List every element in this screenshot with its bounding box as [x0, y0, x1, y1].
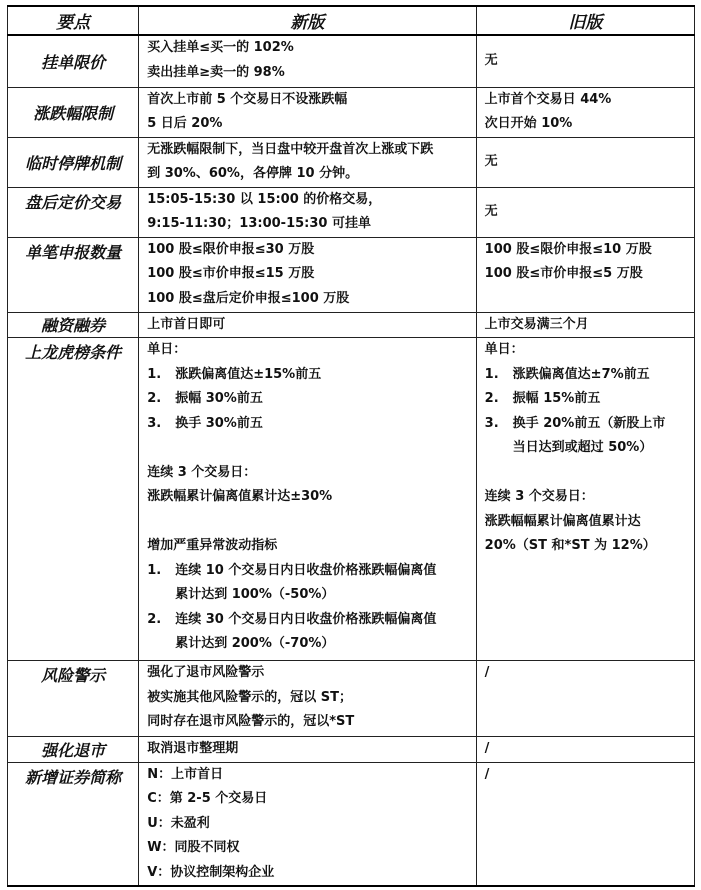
- row-key: 强化退市: [8, 737, 139, 763]
- cell-line: 20%（ST 和*ST 为 12%）: [484, 538, 656, 553]
- cell-line: 100 股≤市价申报≤5 万股: [484, 266, 643, 281]
- cell-line: U：未盈利: [147, 815, 210, 831]
- cell-line: 强化了退市风险警示: [147, 665, 265, 680]
- table-row: [8, 87, 695, 137]
- new-cell: [139, 661, 476, 737]
- cell-line: C：第 2-5 个交易日: [147, 791, 268, 806]
- item-number: 3.: [147, 415, 162, 431]
- row-key: 挂单限价: [8, 35, 139, 87]
- item-text: 当日达到或超过 50%）: [512, 440, 653, 455]
- cell-line: 增加严重异常波动指标: [147, 538, 278, 553]
- new-cell: [139, 87, 476, 137]
- header-key: 要点: [8, 6, 139, 35]
- cell-line: 100 股≤盘后定价申报≤100 万股: [147, 290, 350, 306]
- old-cell: /: [476, 661, 694, 737]
- table-row: [8, 187, 695, 237]
- cell-line: 5 日后 20%: [147, 116, 223, 131]
- cell-line: W：同股不同权: [147, 840, 240, 855]
- item-text: 累计达到 200%（-70%）: [175, 636, 335, 651]
- table-row: [8, 312, 695, 338]
- cell-line: 100 股≤限价申报≤10 万股: [484, 241, 652, 257]
- item-number: 1.: [147, 366, 162, 382]
- item-number: 2.: [147, 611, 162, 627]
- old-cell: 无: [476, 187, 694, 237]
- item-text: 累计达到 100%（-50%）: [175, 587, 335, 602]
- cell-line: 100 股≤限价申报≤30 万股: [147, 241, 315, 257]
- item-text: 涨跌偏离值达±7%前五: [512, 366, 650, 382]
- old-cell: /: [476, 762, 694, 886]
- row-key: 上龙虎榜条件: [8, 338, 139, 661]
- cell-line: 上市首个交易日 44%: [484, 91, 612, 107]
- cell-line: 被实施其他风险警示的，冠以 ST；: [147, 689, 352, 705]
- item-text: 涨跌偏离值达±15%前五: [175, 366, 322, 382]
- table-row: [8, 237, 695, 312]
- item-text: 换手 20%前五（新股上市: [512, 415, 666, 431]
- item-text: 换手 30%前五: [175, 415, 263, 431]
- cell-line: 涨跌幅幅累计偏离值累计达: [484, 513, 641, 529]
- cell-line: 到 30%、60%，各停牌 10 分钟。: [147, 166, 359, 181]
- list-item: [147, 412, 469, 437]
- item-number: 2.: [484, 391, 499, 406]
- list-item: [147, 363, 469, 388]
- cell-line: 涨跌幅累计偏离值累计达±30%: [147, 489, 333, 504]
- cell-line: N：上市首日: [147, 766, 224, 782]
- list-item: [485, 412, 688, 437]
- list-item: [147, 559, 469, 584]
- old-cell: 无: [476, 137, 694, 187]
- list-item: [147, 387, 469, 412]
- cell-line: 9:15-11:30；13:00-15:30 可挂单: [147, 216, 371, 231]
- list-item: [485, 387, 688, 412]
- new-cell: 上市首日即可: [139, 312, 476, 338]
- item-number: 2.: [147, 391, 162, 406]
- new-cell: [139, 237, 476, 312]
- old-cell: [476, 87, 694, 137]
- cell-line: 连续 3 个交易日：: [147, 464, 257, 480]
- cell-line: 连续 3 个交易日：: [484, 489, 594, 504]
- row-key: 涨跌幅限制: [8, 87, 139, 137]
- item-text: 振幅 15%前五: [512, 391, 601, 406]
- item-text: 连续 30 个交易日内日收盘价格涨跌幅偏离值: [175, 611, 437, 627]
- old-cell: /: [476, 737, 694, 763]
- item-text: 连续 10 个交易日内日收盘价格涨跌幅偏离值: [175, 562, 437, 578]
- cell-line: 次日开始 10%: [484, 116, 573, 131]
- item-number: 1.: [484, 366, 499, 382]
- old-cell: 上市交易满三个月: [476, 312, 694, 338]
- new-cell: 取消退市整理期: [139, 737, 476, 763]
- new-cell: [139, 137, 476, 187]
- row-key: 盘后定价交易: [8, 187, 139, 237]
- cell-line: 买入挂单≤买一的 102%: [147, 40, 294, 55]
- list-item: [485, 363, 688, 388]
- new-cell: [139, 762, 476, 886]
- new-cell: [139, 35, 476, 87]
- cell-line: 100 股≤市价申报≤15 万股: [147, 266, 315, 281]
- cell-line: 同时存在退市风险警示的，冠以*ST: [147, 714, 355, 729]
- table-row: [8, 35, 695, 87]
- row-key: 临时停牌机制: [8, 137, 139, 187]
- comparison-table: [7, 5, 695, 887]
- cell-line: 首次上市前 5 个交易日不设涨跌幅: [147, 91, 348, 107]
- cell-line: V：协议控制架构企业: [147, 864, 275, 880]
- row-key: 融资融券: [8, 312, 139, 338]
- list-item: [147, 608, 469, 633]
- new-cell: [139, 187, 476, 237]
- cell-line: 无涨跌幅限制下，当日盘中较开盘首次上涨或下跌: [147, 141, 434, 157]
- row-key: 新增证券简称: [8, 762, 139, 886]
- cell-line: 单日：: [484, 342, 524, 357]
- header-old: 旧版: [476, 6, 694, 35]
- item-text: 振幅 30%前五: [175, 391, 263, 406]
- table-row: [8, 762, 695, 886]
- new-cell: [139, 338, 476, 661]
- cell-line: 卖出挂单≥卖一的 98%: [147, 64, 285, 80]
- item-number: 1.: [147, 562, 162, 578]
- table-row: [8, 661, 695, 737]
- old-cell: [476, 237, 694, 312]
- cell-line: 15:05-15:30 以 15:00 的价格交易，: [147, 191, 382, 207]
- table-row: [8, 737, 695, 763]
- table-row: [8, 338, 695, 661]
- row-key: 单笔申报数量: [8, 237, 139, 312]
- header-row: [8, 6, 695, 35]
- old-cell: 无: [476, 35, 694, 87]
- item-number: 3.: [484, 415, 499, 431]
- old-cell: [476, 338, 694, 661]
- table-row: [8, 137, 695, 187]
- row-key: 风险警示: [8, 661, 139, 737]
- header-new: 新版: [139, 6, 476, 35]
- cell-line: 单日：: [147, 342, 187, 357]
